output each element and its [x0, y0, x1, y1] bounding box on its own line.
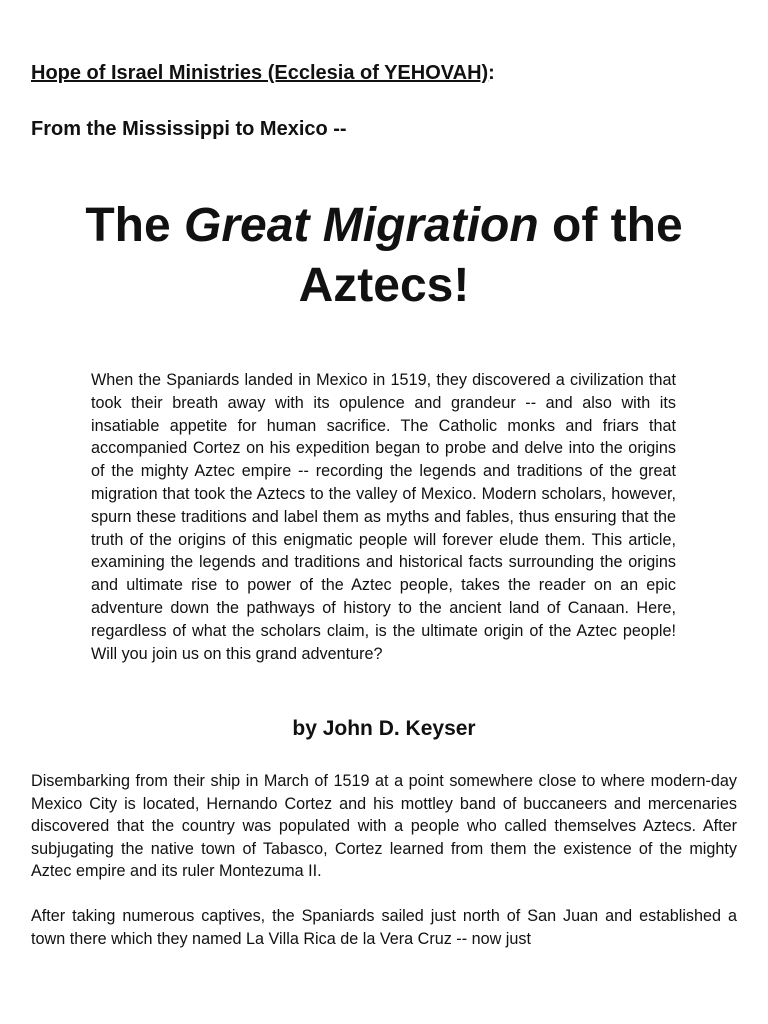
- title-part-2: of the Aztecs!: [298, 199, 683, 312]
- article-title: [0, 196, 768, 316]
- subheading: From the Mississippi to Mexico --: [31, 118, 347, 140]
- article-abstract: When the Spaniards landed in Mexico in 1519, they discovered a civilization that took their breath away with its opulence and grandeur -- and also with its insatiable appetite for human sacrifice. The Catholic monks and friars that accompanied Cortez on his expedition began to probe and delve into the origins of the mighty Aztec empire -- recording the legends and traditions of the great migration that took the Aztecs to the valley of Mexico. Modern scholars, however, spurn these traditions and label them as myths and fables, thus ensuring that the truth of the origins of this enigmatic people will forever elude them. This article, examining the legends and traditions and historical facts surrounding the origins and ultimate rise to power of the Aztec people, takes the reader on an epic adventure down the pathways of history to the ancient land of Canaan. Here, regardless of what the scholars claim, is the ultimate origin of the Aztec people! Will you join us on this grand adventure?: [91, 371, 676, 663]
- organization-header: [31, 62, 495, 85]
- author-byline: by John D. Keyser: [292, 717, 476, 740]
- organization-name: Hope of Israel Ministries (Ecclesia of YEHOVAH): [31, 62, 489, 84]
- body-paragraph-1: Disembarking from their ship in March of 1519 at a point somewhere close to where modern-day Mexico City is located, Hernando Cortez and his mottley band of buccaneers and mercenaries discovered that the country was populated with a people who called themselves Aztecs. After subjugating the native town of Tabasco, Cortez learned from them the existence of the mighty Aztec empire and its ruler Montezuma II.: [31, 772, 737, 881]
- organization-colon: :: [488, 62, 495, 84]
- body-paragraph-2: After taking numerous captives, the Spaniards sailed just north of San Juan and established a town there which they named La Villa Rica de la Vera Cruz -- now just: [31, 907, 737, 948]
- title-part-1: The: [85, 199, 184, 252]
- title-italic: Great Migration: [183, 199, 539, 252]
